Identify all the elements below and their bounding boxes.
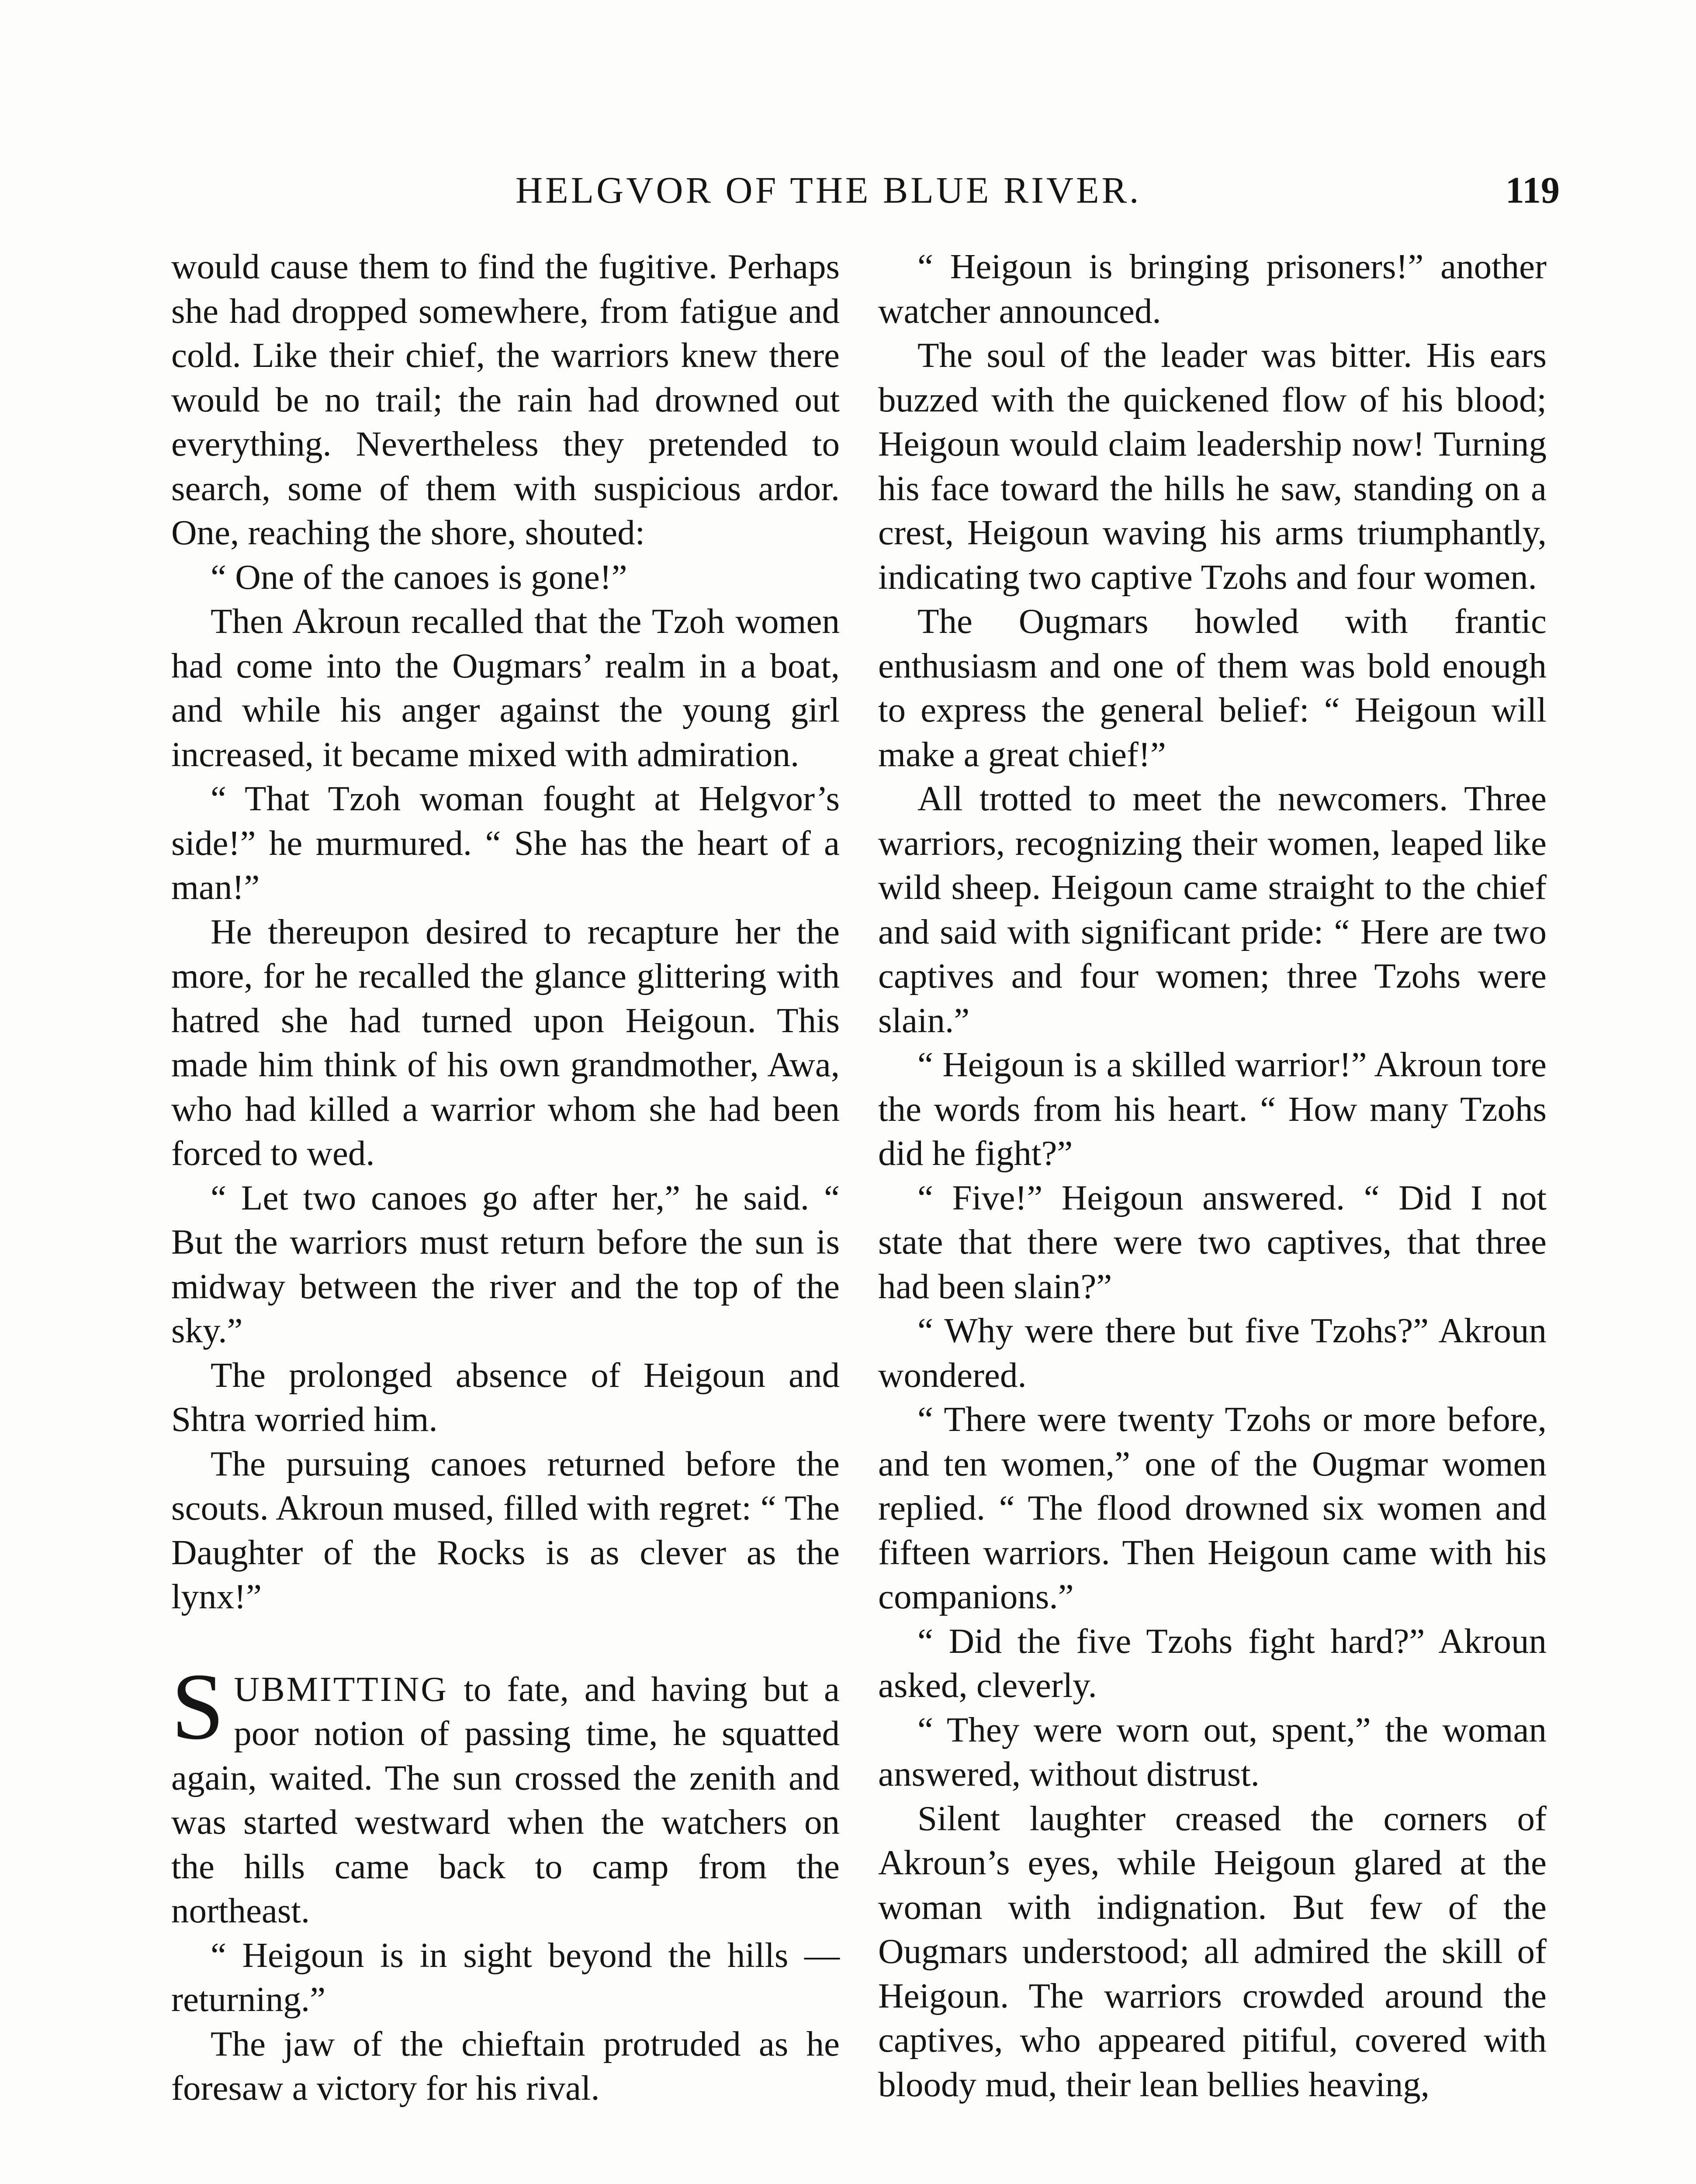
paragraph: “ One of the canoes is gone!” xyxy=(211,557,627,597)
paragraph: “ Let two canoes go after her,” he said. “ But the warriors must return before the sun is midway between the river and the top of the sky.” xyxy=(171,1178,840,1350)
running-title: HELGVOR OF THE BLUE RIVER. xyxy=(516,169,1142,211)
drop-cap: S xyxy=(171,1654,225,1759)
section-opening-paragraph xyxy=(171,1654,840,1933)
paragraph: The pursuing canoes returned before the scouts. Akroun mused, filled with regret: “ The Daughter of the Rocks is as clever as the lynx!” xyxy=(171,1444,840,1616)
paragraph: The prolonged absence of Heigoun and Shtra worried him. xyxy=(171,1355,840,1439)
right-column xyxy=(878,245,1547,2107)
section-lead-word: UBMITTING xyxy=(234,1669,448,1709)
paragraph: would cause them to find the fugitive. Perhaps she had dropped somewhere, from fatigue and cold. Like their chief, the warriors knew there would be no trail; the rain had drowned out everything. Nevertheless they pretended to search, some of them with suspicious ardor. One, reaching the shore, shouted: xyxy=(171,247,840,552)
paragraph: “ There were twenty Tzohs or more before, and ten women,” one of the Ougmar women replied. “ The flood drowned six women and fifteen warriors. Then Heigoun came with his companions.” xyxy=(878,1400,1547,1616)
paragraph: “ They were worn out, spent,” the woman answered, without distrust. xyxy=(878,1710,1547,1794)
left-column xyxy=(171,245,840,2111)
paragraph: Silent laughter creased the corners of Akroun’s eyes, while Heigoun glared at the woman with indignation. But few of the Ougmars understood; all admired the skill of Heigoun. The warriors crowded around the captives, who appeared pitiful, covered with bloody mud, their lean bellies heaving, xyxy=(878,1798,1547,2104)
paragraph: The jaw of the chieftain protruded as he foresaw a victory for his rival. xyxy=(171,2024,840,2108)
page-header xyxy=(170,168,1560,221)
paragraph: The soul of the leader was bitter. His ears buzzed with the quickened flow of his blood; Heigoun would claim leadership now! Turning his face toward the hills he saw, standing on a crest, Heigoun waving his arms triumphantly, indicating two captive Tzohs and four women. xyxy=(878,335,1547,597)
paragraph: “ Heigoun is a skilled warrior!” Akroun tore the words from his heart. “ How many Tzohs did he fight?” xyxy=(878,1045,1547,1173)
paragraph: Then Akroun recalled that the Tzoh women had come into the Ougmars’ realm in a boat, and while his anger against the young girl increased, it became mixed with admiration. xyxy=(171,601,840,774)
section-opening-text: to fate, and having but a poor notion of passing time, he squatted again, waited. The sun crossed the zenith and was started westward when the watchers on the hills came back to camp from the northeast. xyxy=(171,1669,840,1930)
paragraph: “ Did the five Tzohs fight hard?” Akroun asked, cleverly. xyxy=(878,1621,1547,1705)
paragraph: “ Why were there but five Tzohs?” Akroun wondered. xyxy=(878,1311,1547,1395)
paragraph: “ Heigoun is bringing prisoners!” another watcher announced. xyxy=(878,247,1547,331)
page-number: 119 xyxy=(1505,169,1560,211)
paragraph: “ Heigoun is in sight beyond the hills —returning.” xyxy=(171,1935,840,2019)
paragraph: “ That Tzoh woman fought at Helgvor’s side!” he murmured. “ She has the heart of a man!” xyxy=(171,779,840,907)
paragraph: He thereupon desired to recapture her the more, for he recalled the glance glittering with hatred she had turned upon Heigoun. This made him think of his own grandmother, Awa, who had killed a warrior whom she had been forced to wed. xyxy=(171,912,840,1173)
paragraph: The Ougmars howled with frantic enthusiasm and one of them was bold enough to express the general belief: “ Heigoun will make a great chief!” xyxy=(878,601,1547,774)
paragraph: All trotted to meet the newcomers. Three warriors, recognizing their women, leaped like wild sheep. Heigoun came straight to the chief and said with significant pride: “ Here are two captives and four women; three Tzohs were slain.” xyxy=(878,779,1547,1040)
paragraph: “ Five!” Heigoun answered. “ Did I not state that there were two captives, that three had been slain?” xyxy=(878,1178,1547,1306)
